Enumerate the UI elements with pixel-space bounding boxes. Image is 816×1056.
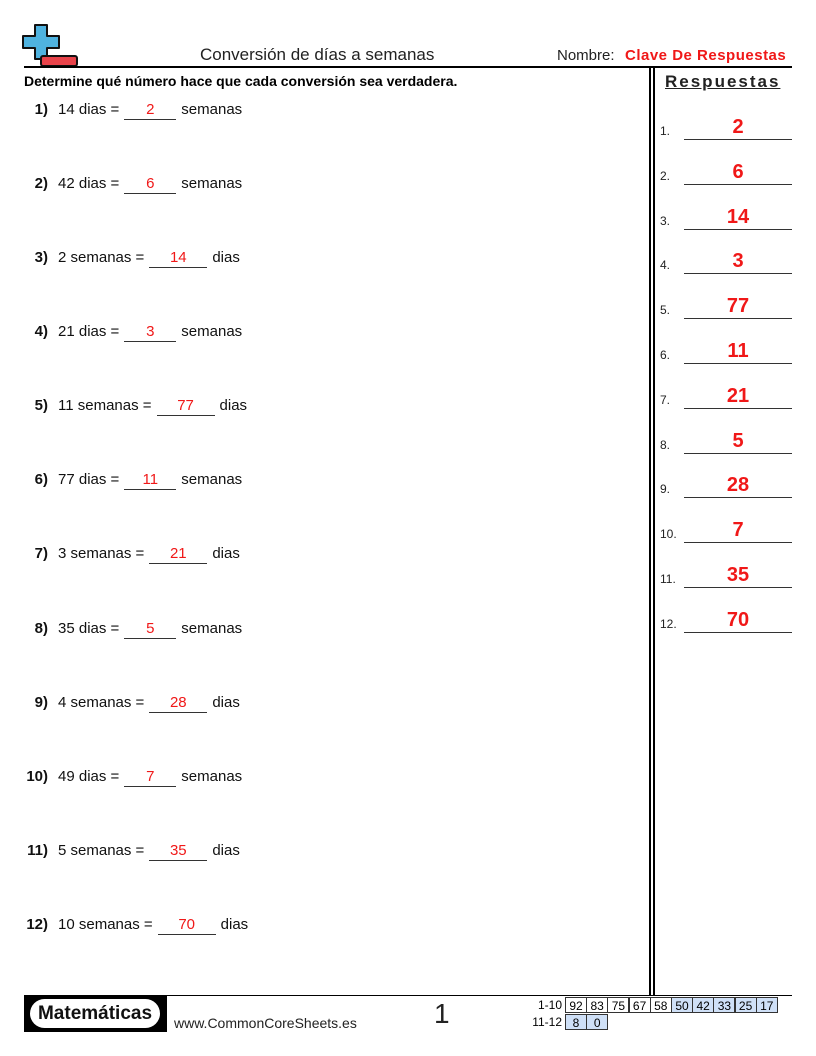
problem-left: 21 dias = bbox=[58, 323, 120, 340]
answer-key-number: 5. bbox=[660, 303, 671, 318]
answer-key-number: 2. bbox=[660, 168, 671, 183]
answer-key-number: 9. bbox=[660, 482, 671, 497]
problem-row bbox=[0, 397, 247, 419]
plus-minus-logo-icon bbox=[22, 24, 80, 68]
column-divider bbox=[653, 68, 655, 996]
problem-left: 11 semanas = bbox=[58, 397, 152, 414]
answer-key-value: 11 bbox=[684, 339, 792, 364]
answer-key-row bbox=[660, 603, 792, 633]
problem-number: 4) bbox=[34, 323, 48, 340]
problem-left: 49 dias = bbox=[58, 768, 120, 785]
answer-key-number: 8. bbox=[660, 437, 671, 452]
answer-key-value: 2 bbox=[684, 115, 792, 140]
score-cell: 33 bbox=[713, 997, 735, 1013]
answer-blank[interactable]: 3 bbox=[124, 323, 176, 342]
problem-row bbox=[0, 916, 248, 938]
answer-key-value: 35 bbox=[684, 563, 792, 588]
problem-row bbox=[0, 842, 240, 864]
problem-row bbox=[0, 175, 242, 197]
problem-left: 10 semanas = bbox=[58, 916, 153, 933]
score-cell: 50 bbox=[671, 997, 693, 1013]
answer-key-value: 7 bbox=[684, 518, 792, 543]
answer-key-row bbox=[660, 244, 792, 274]
name-value: Clave De Respuestas bbox=[625, 47, 787, 64]
problem-unit: semanas bbox=[181, 175, 243, 192]
problem-number: 9) bbox=[34, 694, 48, 711]
answer-key-value: 3 bbox=[684, 249, 792, 274]
answer-blank[interactable]: 2 bbox=[124, 101, 176, 120]
problem-unit: dias bbox=[219, 397, 248, 414]
score-range-label: 1-10 bbox=[537, 998, 562, 1012]
answer-key-number: 11. bbox=[660, 572, 676, 586]
answer-blank[interactable]: 35 bbox=[149, 842, 207, 861]
answer-key-row bbox=[660, 468, 792, 498]
problem-unit: dias bbox=[212, 249, 240, 266]
score-cell: 17 bbox=[756, 997, 778, 1013]
problem-left: 77 dias = bbox=[58, 471, 120, 488]
instructions: Determine qué número hace que cada conversión sea verdadera. bbox=[24, 73, 458, 89]
problem-row bbox=[0, 620, 242, 642]
problem-number: 8) bbox=[34, 620, 48, 637]
score-cell: 83 bbox=[586, 997, 608, 1013]
answer-key-number: 10. bbox=[660, 527, 677, 542]
answer-blank[interactable]: 28 bbox=[149, 694, 207, 713]
problem-row bbox=[0, 101, 242, 123]
problem-number: 7) bbox=[34, 545, 48, 562]
answer-key-row bbox=[660, 200, 792, 230]
answer-blank[interactable]: 7 bbox=[124, 768, 176, 787]
problem-unit: semanas bbox=[181, 471, 243, 488]
score-cell: 0 bbox=[586, 1014, 608, 1030]
answer-blank[interactable]: 70 bbox=[158, 916, 216, 935]
column-divider bbox=[649, 68, 651, 996]
problem-row bbox=[0, 471, 242, 493]
score-cell: 67 bbox=[629, 997, 651, 1013]
problem-left: 4 semanas = bbox=[58, 694, 145, 711]
problem-left: 5 semanas = bbox=[58, 842, 145, 859]
problem-left: 2 semanas = bbox=[58, 249, 145, 266]
problem-number: 1) bbox=[34, 101, 48, 118]
answers-title: Respuestas bbox=[665, 72, 781, 91]
brand-label: Matemáticas bbox=[30, 999, 160, 1028]
answer-key-row bbox=[660, 558, 792, 588]
problem-number: 6) bbox=[34, 471, 48, 488]
brand-badge bbox=[24, 996, 167, 1032]
header-divider bbox=[24, 66, 792, 68]
answer-key-value: 5 bbox=[684, 429, 792, 454]
score-cell: 75 bbox=[607, 997, 629, 1013]
answer-blank[interactable]: 77 bbox=[157, 397, 215, 416]
answer-blank[interactable]: 21 bbox=[149, 545, 207, 564]
problem-unit: semanas bbox=[181, 768, 243, 785]
problem-unit: semanas bbox=[181, 323, 243, 340]
answer-key-number: 12. bbox=[660, 616, 677, 631]
problem-number: 11) bbox=[27, 842, 48, 859]
page-number: 1 bbox=[434, 998, 450, 1029]
worksheet-title: Conversión de días a semanas bbox=[200, 45, 435, 64]
site-url: www.CommonCoreSheets.es bbox=[174, 1015, 357, 1031]
problem-unit: semanas bbox=[181, 620, 243, 637]
problem-number: 2) bbox=[34, 175, 48, 192]
answer-blank[interactable]: 5 bbox=[124, 620, 176, 639]
answer-blank[interactable]: 14 bbox=[149, 249, 207, 268]
answer-key-row bbox=[660, 424, 792, 454]
problem-unit: dias bbox=[212, 842, 240, 859]
problem-row bbox=[0, 694, 240, 716]
problem-left: 35 dias = bbox=[58, 620, 120, 637]
answer-key-number: 1. bbox=[660, 124, 671, 138]
problem-row bbox=[0, 249, 240, 271]
problem-number: 12) bbox=[26, 916, 48, 933]
answer-key-number: 3. bbox=[660, 213, 671, 228]
answer-key-value: 77 bbox=[684, 294, 792, 319]
score-cell: 42 bbox=[692, 997, 714, 1013]
answer-key-value: 21 bbox=[684, 384, 792, 409]
answer-blank[interactable]: 11 bbox=[124, 471, 176, 490]
answer-blank[interactable]: 6 bbox=[124, 175, 176, 194]
answer-key-row bbox=[660, 110, 792, 140]
answer-key-value: 6 bbox=[684, 160, 792, 185]
problem-unit: dias bbox=[212, 545, 240, 562]
answer-key-number: 7. bbox=[660, 392, 671, 407]
problem-row bbox=[0, 545, 240, 567]
problem-unit: dias bbox=[220, 916, 249, 933]
score-cell: 25 bbox=[735, 997, 757, 1013]
answer-key-row bbox=[660, 379, 792, 409]
problem-number: 3) bbox=[34, 249, 48, 266]
score-cell: 58 bbox=[650, 997, 672, 1013]
answer-key-number: 6. bbox=[660, 348, 671, 362]
problem-unit: semanas bbox=[181, 101, 243, 118]
problem-number: 5) bbox=[34, 397, 48, 414]
problem-left: 3 semanas = bbox=[58, 545, 145, 562]
problem-number: 10) bbox=[26, 768, 48, 785]
name-label: Nombre: bbox=[557, 47, 615, 64]
answer-key-value: 14 bbox=[684, 205, 792, 230]
score-cell: 8 bbox=[565, 1014, 587, 1030]
problem-left: 14 dias = bbox=[58, 101, 120, 118]
problem-row bbox=[0, 768, 242, 790]
answer-key-number: 4. bbox=[660, 258, 671, 273]
problem-row bbox=[0, 323, 242, 345]
score-cell: 92 bbox=[565, 997, 587, 1013]
answer-key-row bbox=[660, 289, 792, 319]
answer-key-row bbox=[660, 513, 792, 543]
answer-key-value: 28 bbox=[684, 473, 792, 498]
problem-left: 42 dias = bbox=[58, 175, 120, 192]
score-range-label: 11-12 bbox=[532, 1015, 562, 1029]
answer-key-row bbox=[660, 334, 792, 364]
answer-key-value: 70 bbox=[684, 608, 792, 633]
problem-unit: dias bbox=[212, 694, 240, 711]
answer-key-row bbox=[660, 155, 792, 185]
